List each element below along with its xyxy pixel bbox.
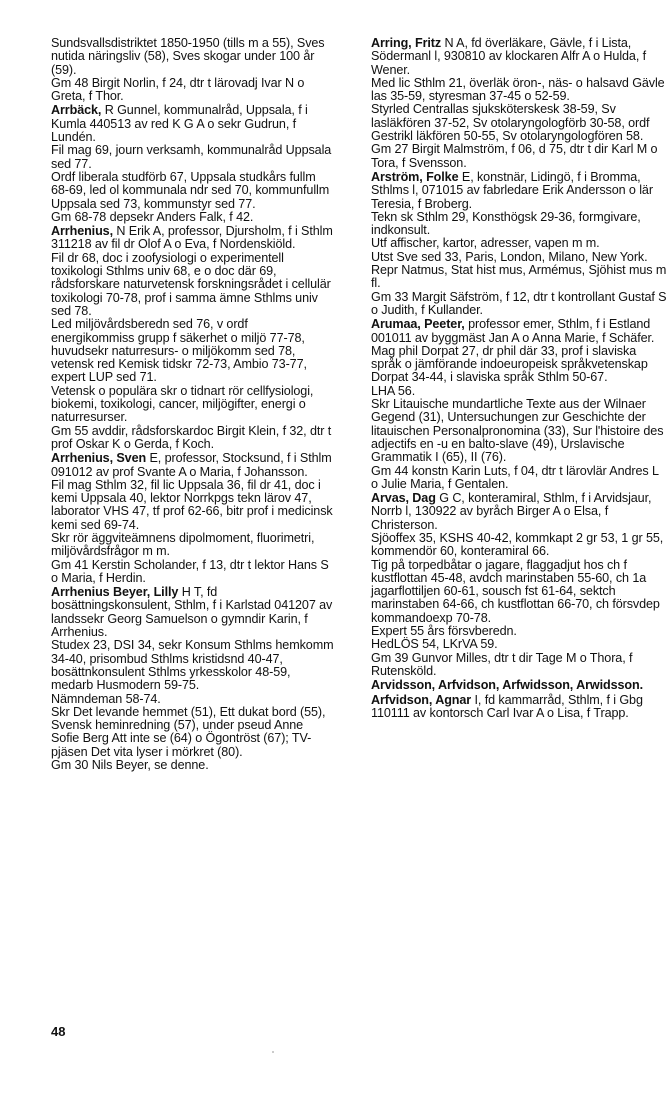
entry-first-line: [51, 104, 334, 144]
scan-speck: [272, 1051, 274, 1053]
entry-paragraph: Fil mag Sthlm 32, fil lic Uppsala 36, fil dr 41, doc i kemi Uppsala 40, lektor Norrkpgs tekn lärov 47, laborator VHS 47, tf prof 62-66, bitr prof i medicinsk kemi sed 69-74.: [51, 477, 333, 532]
entry-paragraph: Fil mag 69, journ verksamh, kommunalråd Uppsala sed 77.: [51, 143, 332, 171]
entry-paragraph: Med lic Sthlm 21, överläk öron-, näs- o halsavd Gävle las 35-59, styresman 37-45 o 52-59.: [371, 75, 665, 104]
entry-paragraph: Utf affischer, kartor, adresser, vapen m m.: [371, 236, 600, 251]
entry-paragraph: HedLÖS 54, LKrVA 59.: [371, 637, 498, 652]
biography-entry: [51, 586, 334, 772]
entry-body: I, fd kammarråd, Sthlm, f i Gbg 110111 av kontorsch Carl Ivar A o Lisa, f Trapp.: [371, 692, 643, 720]
entry-body: professor emer, Sthlm, f i Estland 001011 av byggmäst Jan A o Anna Marie, f Schäfer.: [371, 317, 655, 345]
biography-entry: [371, 37, 667, 170]
right-column: [371, 37, 667, 721]
entry-paragraph: Ordf liberala studförb 67, Uppsala studkårs fullm 68-69, led ol kommunala ndr sed 70, kommunfullm Uppsala sed 73, kommunstyr sed 77.: [51, 169, 330, 211]
biography-entry: [371, 694, 667, 721]
entry-paragraph: Nämndeman 58-74.: [51, 691, 161, 706]
entry-name: Arfvidson, Agnar: [371, 692, 472, 707]
entry-paragraph: Fil dr 68, doc i zoofysiologi o experimentell toxikologi Sthlms univ 68, e o doc där 69, rådsforskare naturvetensk forskningsrådet i cellulär toxikologi 70-78, prof i samma ämne Sthlms univ sed 78.: [51, 250, 331, 318]
entry-first-line: [51, 452, 334, 479]
left-column: [51, 37, 334, 773]
entry-name: Arvas, Dag: [371, 491, 436, 506]
entry-paragraph: Tig på torpedbåtar o jagare, flaggadjut hos ch f kustflottan 45-48, avdch marinstaben 55-60, ch 1a jagarflottiljen 60-61, sousch fst 61-64, sektch marinstaben 64-66, ch kustflottan 66-70, ch försvdep kommandoexp 70-78.: [371, 557, 660, 625]
entry-first-line: [371, 171, 667, 211]
entry-paragraph: Utst Sve sed 33, Paris, London, Milano, New York.: [371, 249, 648, 264]
entry-paragraph: Tekn sk Sthlm 29, Konsthögsk 29-36, formgivare, indkonsult.: [371, 209, 641, 238]
entry-name: Arrbäck,: [51, 103, 102, 118]
entry-paragraph: Skr Det levande hemmet (51), Ett dukat bord (55), Svensk heminredning (57), under pseud Anne Sofie Berg Att inte se (64) o Ögontröst (67); TV-pjäsen Det vita lyser i mörkret (80).: [51, 704, 326, 759]
biography-entry: [371, 318, 667, 491]
entry-first-line: [371, 492, 667, 532]
entry-paragraph: Mag phil Dorpat 27, dr phil där 33, prof i slaviska språk o jämförande indoeuropeisk språkvetenskap Dorpat 34-44, i slaviska språk Sthlm 50-67.: [371, 343, 648, 385]
biography-entry: [371, 492, 667, 678]
entry-name: Arström, Folke: [371, 169, 459, 184]
entry-first-line: [51, 225, 334, 252]
entry-paragraph: Expert 55 års försvberedn.: [371, 624, 517, 639]
entry-paragraph: Gm 27 Birgit Malmström, f 06, d 75, dtr t dir Karl M o Tora, f Svensson.: [371, 142, 658, 170]
entry-first-line: [371, 694, 667, 721]
entry-body: R Gunnel, kommunalråd, Uppsala, f i Kumla 440513 av red K G A o sekr Gudrun, f Lundén.: [51, 103, 308, 145]
entry-paragraph: Repr Natmus, Stat hist mus, Armémus, Sjöhist mus m fl.: [371, 263, 667, 291]
entry-paragraph: Gm 48 Birgit Norlin, f 24, dtr t lärovadj Ivar N o Greta, f Thor.: [51, 75, 305, 104]
entry-name: Arvidsson, Arfvidson, Arfwidsson, Arwidsson.: [371, 678, 643, 693]
entry-name: Arring, Fritz: [371, 36, 442, 50]
biography-entry: [51, 104, 334, 224]
entry-name: Arrhenius, Sven: [51, 451, 147, 466]
entry-first-line: [371, 318, 667, 345]
entry-paragraph: Gm 30 Nils Beyer, se denne.: [51, 758, 209, 773]
entry-first-line: [51, 37, 334, 77]
entry-paragraph: LHA 56.: [371, 383, 416, 398]
page-number: 48: [51, 1024, 66, 1039]
entry-paragraph: Sjöoffex 35, KSHS 40-42, kommkapt 2 gr 53, 1 gr 55, kommendör 60, konteramiral 66.: [371, 530, 664, 559]
entry-paragraph: Styrled Centrallas sjuksköterskesk 38-59, Sv lasläkfören 37-52, Sv otolaryngologförb 30-58, ordf Gestrikl läkfören 50-55, Sv otolaryngologfören 58.: [371, 102, 650, 144]
entry-paragraph: Gm 33 Margit Säfström, f 12, dtr t kontrollant Gustaf S o Judith, f Kullander.: [371, 289, 667, 317]
biography-entry: [51, 37, 334, 103]
entry-body: Sundsvallsdistriktet 1850-1950 (tills m a 55), Sves nutida näringsliv (58), Sves skogar under 100 år (59).: [51, 36, 325, 77]
entry-paragraph: Skr rör äggviteämnens dipolmoment, fluorimetri, miljövårdsfrågor m m.: [51, 530, 315, 559]
entry-paragraph: Gm 44 konstn Karin Luts, f 04, dtr t lärovlär Andres L o Julie Maria, f Gentalen.: [371, 463, 659, 491]
entry-body: H T, fd bosättningskonsulent, Sthlm, f i Karlstad 041207 av landssekr Georg Samuelson o gymndir Karin, f Arrhenius.: [51, 585, 333, 640]
entry-body: G C, konteramiral, Sthlm, f i Arvidsjaur, Norrb l, 130922 av byråch Birger A o Elsa, f Christerson.: [371, 491, 652, 532]
entry-name: Arrhenius,: [51, 224, 113, 239]
entry-paragraph: Skr Litauische mundartliche Texte aus der Wilnaer Gegend (31), Untersuchungen zur Geschichte der litauischen Personalpronomina (33), Sur l'histoire des adjectifs en -u en balto-slave (49), Urslavische Grammatik I (65), II (76).: [371, 397, 664, 465]
biography-entry: [371, 679, 667, 692]
biography-entry: [371, 171, 667, 317]
entry-paragraph: Gm 55 avddir, rådsforskardoc Birgit Klein, f 32, dtr t prof Oskar K o Gerda, f Koch.: [51, 423, 332, 451]
entry-body: E, konstnär, Lidingö, f i Bromma, Sthlms l, 071015 av fabrledare Erik Andersson o lär Teresia, f Broberg.: [371, 169, 653, 211]
entry-body: E, professor, Stocksund, f i Sthlm 091012 av prof Svante A o Maria, f Johansson.: [51, 451, 332, 479]
entry-paragraph: Studex 23, DSI 34, sekr Konsum Sthlms hemkomm 34-40, prisombud Sthlms kristidsnd 40-47, bosättnkonsulent Sthlms yrkesskolor 48-59, medarb Husmodern 59-75.: [51, 638, 334, 693]
entry-first-line: [51, 586, 334, 639]
entry-body: N A, fd överläkare, Gävle, f i Lista, Södermanl l, 930810 av klockaren Alfr A o Hulda, f Wener.: [371, 36, 647, 77]
entry-paragraph: Gm 41 Kerstin Scholander, f 13, dtr t lektor Hans S o Maria, f Herdin.: [51, 557, 329, 585]
biography-entry: [51, 225, 334, 451]
entry-first-line: [371, 37, 667, 77]
entry-paragraph: Led miljövårdsberedn sed 76, v ordf energikommiss grupp f säkerhet o miljö 77-78, huvudsekr naturresurs- o miljökomm sed 78, vetensk red Kemisk tidskr 72-73, Ambio 73-77, expert LUP sed 71.: [51, 317, 307, 385]
entry-paragraph: Vetensk o populära skr o tidnart rör cellfysiologi, biokemi, toxikologi, cancer, miljögifter, energi o naturresurser.: [51, 383, 314, 425]
entry-paragraph: Gm 68-78 depsekr Anders Falk, f 42.: [51, 209, 254, 224]
entry-name: Arrhenius Beyer, Lilly: [51, 585, 179, 600]
biography-entry: [51, 452, 334, 585]
entry-name: Arumaa, Peeter,: [371, 317, 465, 332]
entry-body: N Erik A, professor, Djursholm, f i Sthlm 311218 av fil dr Olof A o Eva, f Nordenskiöld.: [51, 224, 333, 252]
entry-paragraph: Gm 39 Gunvor Milles, dtr t dir Tage M o Thora, f Rutensköld.: [371, 650, 633, 678]
entry-first-line: [371, 679, 667, 692]
